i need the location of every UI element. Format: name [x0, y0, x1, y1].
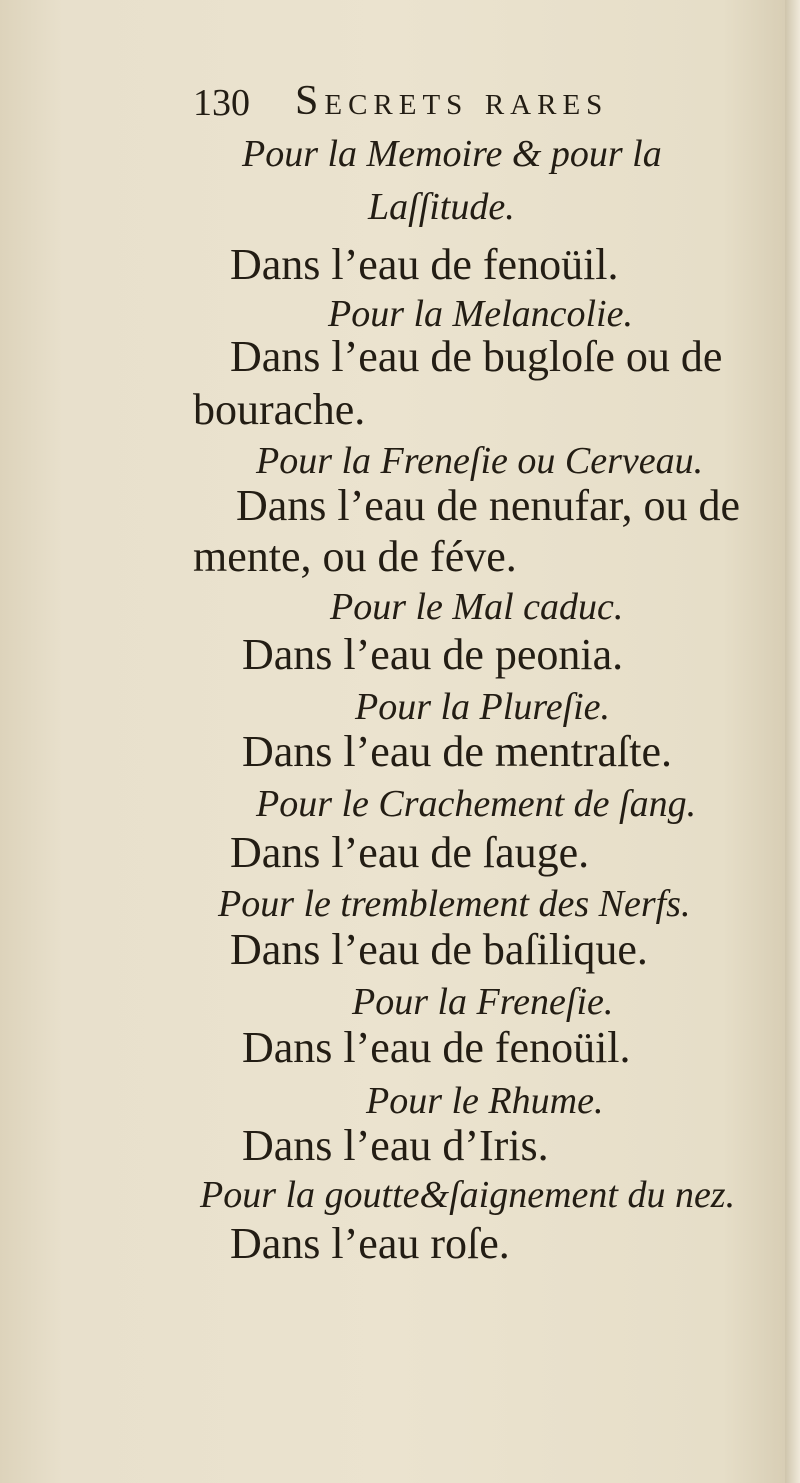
remedy-line-cont: bourache. [193, 385, 366, 434]
heading-crachement: Pour le Crachement de ſang. [256, 783, 697, 825]
remedy-line: Dans l’eau de bugloſe ou de [230, 332, 723, 381]
running-title: Secrets rares [295, 78, 609, 124]
remedy-line: Dans l’eau de peonia. [242, 630, 624, 679]
heading-melancolie: Pour la Melancolie. [328, 293, 633, 335]
remedy-line: Dans l’eau de mentraſte. [242, 727, 673, 776]
heading-goutte: Pour la goutte&ſaignement du nez. [200, 1174, 736, 1216]
page-header [0, 72, 800, 132]
remedy-line: Dans l’eau de baſilique. [230, 925, 648, 974]
heading-frenesie: Pour la Freneſie. [352, 981, 614, 1023]
remedy-line: Dans l’eau de nenufar, ou de [236, 481, 741, 530]
page-number: 130 [193, 82, 250, 124]
heading-tremblement: Pour le tremblement des Nerfs. [218, 883, 691, 925]
page-edge [785, 0, 800, 1483]
remedy-line: Dans l’eau roſe. [230, 1219, 510, 1268]
remedy-line-cont: mente, ou de féve. [193, 532, 517, 581]
remedy-line: Dans l’eau de fenoüil. [242, 1023, 631, 1072]
heading-mal-caduc: Pour le Mal caduc. [330, 586, 624, 628]
heading-rhume: Pour le Rhume. [366, 1080, 604, 1122]
remedy-line: Dans l’eau de ſauge. [230, 828, 590, 877]
remedy-line: Dans l’eau de fenoüil. [230, 240, 619, 289]
remedy-line: Dans l’eau d’Iris. [242, 1121, 549, 1170]
heading-memoire: Pour la Memoire & pour la [242, 133, 662, 175]
heading-pluresie: Pour la Plureſie. [355, 686, 611, 728]
heading-memoire-cont: Laſſitude. [368, 186, 515, 228]
heading-frenesie-cerveau: Pour la Freneſie ou Cerveau. [256, 440, 704, 482]
